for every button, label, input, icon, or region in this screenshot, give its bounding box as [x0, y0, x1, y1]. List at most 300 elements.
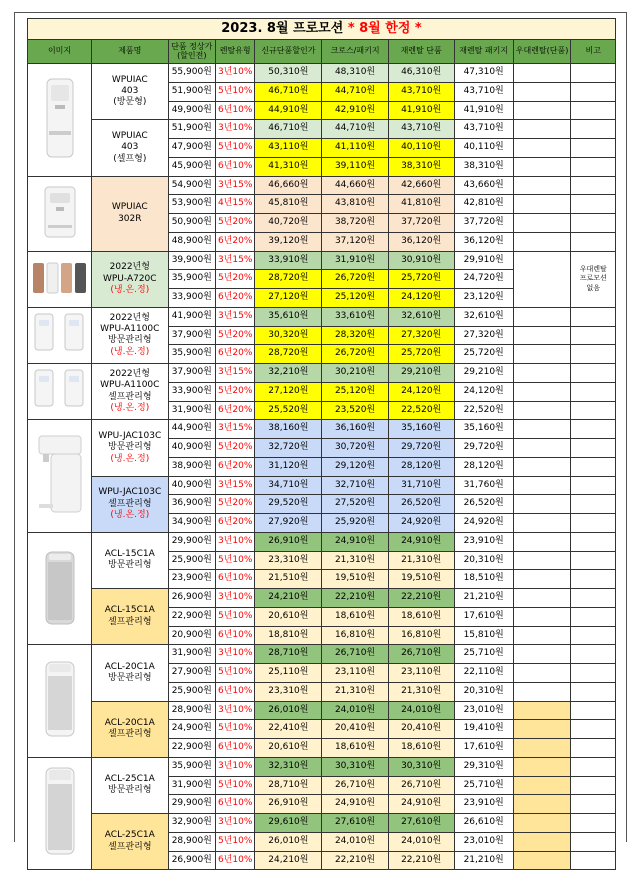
preferred-rental-cell	[513, 82, 571, 101]
note-line: 우대렌탈	[579, 264, 607, 273]
list-price: 22,900원	[168, 607, 216, 626]
cross-package-price: 32,710원	[322, 476, 388, 495]
list-price: 50,900원	[168, 214, 216, 233]
rerental-package-price: 29,310원	[454, 757, 513, 776]
list-price: 31,900원	[168, 645, 216, 664]
rental-type: 6년10%	[216, 851, 255, 870]
note-cell	[571, 476, 616, 495]
cross-package-price: 41,110원	[322, 139, 388, 158]
rerental-package-price: 15,810원	[454, 626, 513, 645]
product-name-cell	[92, 420, 168, 476]
list-price: 26,900원	[168, 589, 216, 608]
rerental-single-price: 22,210원	[388, 851, 454, 870]
air-purifier-gray-icon	[28, 544, 91, 633]
product-image-cell	[28, 64, 92, 177]
rerental-single-price: 22,210원	[388, 589, 454, 608]
cross-package-price: 44,710원	[322, 82, 388, 101]
rerental-single-price: 18,610원	[388, 607, 454, 626]
preferred-rental-cell	[513, 195, 571, 214]
water-purifier-tall-icon	[28, 75, 91, 164]
rerental-package-price: 17,610원	[454, 739, 513, 758]
rental-type: 5년10%	[216, 776, 255, 795]
preferred-rental-cell	[513, 476, 571, 495]
cross-package-price: 19,510원	[322, 570, 388, 589]
product-name-line: 403	[121, 142, 139, 153]
preferred-rental-cell	[513, 232, 571, 251]
product-name-line: WPU-JAC103C	[98, 431, 162, 441]
product-name-line: ACL-20C1A	[104, 661, 155, 672]
list-price: 27,900원	[168, 664, 216, 683]
cross-package-price: 26,710원	[322, 645, 388, 664]
rerental-single-price: 28,120원	[388, 457, 454, 476]
note-cell	[571, 607, 616, 626]
product-name-line: 2022년형	[109, 262, 150, 273]
list-price: 38,900원	[168, 457, 216, 476]
product-name-line: 2022년형	[109, 312, 150, 323]
rerental-single-price: 24,010원	[388, 701, 454, 720]
preferred-rental-cell	[513, 439, 571, 458]
page-frame-top	[14, 12, 626, 13]
cross-package-price: 39,110원	[322, 157, 388, 176]
rental-type: 6년10%	[216, 626, 255, 645]
note-cell	[571, 645, 616, 664]
new-price: 41,310원	[255, 157, 322, 176]
product-image-cell	[28, 176, 92, 251]
rental-type: 5년20%	[216, 270, 255, 289]
new-price: 46,660원	[255, 176, 322, 195]
water-purifier-slim-icon	[28, 310, 91, 361]
rental-type: 3년15%	[216, 251, 255, 270]
preferred-rental-cell	[513, 739, 571, 758]
rerental-package-price: 18,510원	[454, 570, 513, 589]
preferred-rental-cell	[513, 776, 571, 795]
rental-type: 5년20%	[216, 439, 255, 458]
product-name-line: 방문관리형	[108, 560, 152, 571]
rental-type: 5년20%	[216, 214, 255, 233]
rental-type: 3년10%	[216, 757, 255, 776]
list-price: 37,900원	[168, 364, 216, 383]
new-price: 26,010원	[255, 701, 322, 720]
cross-package-price: 25,120원	[322, 289, 388, 308]
rental-type: 3년10%	[216, 814, 255, 833]
rerental-single-price: 21,310원	[388, 551, 454, 570]
rerental-package-price: 25,710원	[454, 776, 513, 795]
note-cell	[571, 345, 616, 364]
preferred-rental-cell	[513, 795, 571, 814]
rental-type: 5년10%	[216, 832, 255, 851]
preferred-rental-cell	[513, 120, 571, 139]
note-cell	[571, 701, 616, 720]
rerental-single-price: 24,920원	[388, 514, 454, 533]
note-cell	[571, 457, 616, 476]
product-type-note: (냉.온.정)	[110, 402, 150, 413]
rental-type: 6년20%	[216, 514, 255, 533]
preferred-rental-cell	[513, 457, 571, 476]
rerental-package-price: 17,610원	[454, 607, 513, 626]
product-image-cell	[28, 532, 92, 645]
product-name-line: 방문관리형	[108, 672, 152, 683]
rerental-package-price: 32,610원	[454, 307, 513, 326]
rerental-package-price: 43,710원	[454, 120, 513, 139]
rerental-single-price: 18,610원	[388, 739, 454, 758]
product-name-line: (셀프형)	[113, 153, 147, 164]
page-frame-left	[14, 12, 15, 842]
list-price: 26,900원	[168, 851, 216, 870]
note-cell	[571, 570, 616, 589]
note-cell	[571, 720, 616, 739]
product-name-line: 302R	[118, 213, 142, 224]
list-price: 28,900원	[168, 832, 216, 851]
preferred-rental-cell	[513, 420, 571, 439]
list-price: 35,900원	[168, 345, 216, 364]
new-price: 43,110원	[255, 139, 322, 158]
rerental-single-price: 20,410원	[388, 720, 454, 739]
rerental-package-price: 20,310원	[454, 551, 513, 570]
rental-type: 5년20%	[216, 382, 255, 401]
note-cell	[571, 307, 616, 326]
rerental-single-price: 29,210원	[388, 364, 454, 383]
product-name-cell	[92, 120, 168, 176]
new-price: 29,520원	[255, 495, 322, 514]
table-row	[28, 476, 616, 495]
product-type-note: (냉.온.정)	[110, 346, 150, 357]
list-price: 53,900원	[168, 195, 216, 214]
new-price: 45,810원	[255, 195, 322, 214]
rerental-single-price: 27,610원	[388, 814, 454, 833]
rerental-package-price: 35,160원	[454, 420, 513, 439]
col-header-rerental-package: 재렌탈 패키지	[454, 40, 513, 64]
rerental-single-price: 43,710원	[388, 82, 454, 101]
list-price: 25,900원	[168, 682, 216, 701]
new-price: 27,120원	[255, 382, 322, 401]
list-price: 45,900원	[168, 157, 216, 176]
list-price: 55,900원	[168, 64, 216, 83]
list-price: 24,900원	[168, 720, 216, 739]
rerental-package-price: 42,810원	[454, 195, 513, 214]
preferred-rental-cell	[513, 814, 571, 833]
table-row	[28, 64, 616, 83]
note-cell	[571, 176, 616, 195]
list-price: 49,900원	[168, 101, 216, 120]
col-header-rental-type: 렌탈유형	[216, 40, 255, 64]
product-name-line: 셀프관리형	[108, 616, 152, 627]
product-name-cell	[92, 532, 168, 588]
note-cell	[571, 214, 616, 233]
rerental-single-price: 24,010원	[388, 832, 454, 851]
product-name-line: 방문관리형	[108, 335, 152, 346]
product-name-line: WPU-JAC103C	[98, 487, 162, 498]
note-cell	[571, 551, 616, 570]
list-price: 31,900원	[168, 776, 216, 795]
promotion-price-table	[27, 18, 616, 870]
rerental-single-price: 24,910원	[388, 532, 454, 551]
new-price: 33,910원	[255, 251, 322, 270]
note-cell	[571, 382, 616, 401]
new-price: 35,610원	[255, 307, 322, 326]
col-header-product: 제품명	[92, 40, 168, 64]
rerental-package-price: 21,210원	[454, 851, 513, 870]
note-cell	[571, 795, 616, 814]
note-cell	[571, 139, 616, 158]
rental-type: 6년20%	[216, 232, 255, 251]
product-name-cell	[92, 307, 168, 363]
rerental-single-price: 23,110원	[388, 664, 454, 683]
note-cell	[571, 739, 616, 758]
preferred-rental-cell	[513, 345, 571, 364]
rental-type: 6년10%	[216, 739, 255, 758]
product-image-cell	[28, 307, 92, 363]
cross-package-price: 26,720원	[322, 345, 388, 364]
new-price: 31,120원	[255, 457, 322, 476]
rental-type: 3년10%	[216, 120, 255, 139]
rerental-package-price: 43,660원	[454, 176, 513, 195]
cross-package-price: 24,910원	[322, 532, 388, 551]
cross-package-price: 33,610원	[322, 307, 388, 326]
list-price: 40,900원	[168, 439, 216, 458]
product-name-line: WPU-A720C	[102, 273, 157, 284]
sheet-title	[28, 19, 616, 40]
new-price: 28,710원	[255, 776, 322, 795]
cross-package-price: 29,120원	[322, 457, 388, 476]
water-purifier-compact-icon	[28, 181, 91, 246]
preferred-rental-cell	[513, 176, 571, 195]
col-header-list-price: 단품 정상가 (할인전)	[168, 40, 216, 64]
table-row	[28, 420, 616, 439]
new-price: 27,120원	[255, 289, 322, 308]
rerental-single-price: 35,160원	[388, 420, 454, 439]
table-row	[28, 589, 616, 608]
rerental-single-price: 19,510원	[388, 570, 454, 589]
preferred-rental-cell	[513, 495, 571, 514]
new-price: 28,720원	[255, 270, 322, 289]
product-name-line: 셀프관리형	[108, 729, 152, 740]
cross-package-price: 20,410원	[322, 720, 388, 739]
preferred-rental-cell	[513, 307, 571, 326]
new-price: 39,120원	[255, 232, 322, 251]
cross-package-price: 37,120원	[322, 232, 388, 251]
cross-package-price: 30,210원	[322, 364, 388, 383]
note-cell	[571, 364, 616, 383]
rerental-package-price: 26,520원	[454, 495, 513, 514]
rental-type: 5년10%	[216, 720, 255, 739]
rerental-package-price: 25,720원	[454, 345, 513, 364]
cross-package-price: 36,160원	[322, 420, 388, 439]
page-frame-right	[626, 12, 627, 842]
product-name-cell	[92, 251, 168, 307]
list-price: 28,900원	[168, 701, 216, 720]
note-cell	[571, 851, 616, 870]
rerental-single-price: 16,810원	[388, 626, 454, 645]
list-price: 25,900원	[168, 551, 216, 570]
new-price: 25,520원	[255, 401, 322, 420]
product-name-line: 셀프관리형	[108, 391, 152, 402]
rerental-package-price: 28,120원	[454, 457, 513, 476]
new-price: 20,610원	[255, 607, 322, 626]
product-name-line: WPU-A1100C	[100, 324, 160, 335]
new-price: 50,310원	[255, 64, 322, 83]
cross-package-price: 30,310원	[322, 757, 388, 776]
cross-package-price: 23,520원	[322, 401, 388, 420]
list-price: 20,900원	[168, 626, 216, 645]
cross-package-price: 42,910원	[322, 101, 388, 120]
rerental-single-price: 29,720원	[388, 439, 454, 458]
rerental-package-price: 26,610원	[454, 814, 513, 833]
rental-type: 5년20%	[216, 495, 255, 514]
rerental-single-price: 25,720원	[388, 270, 454, 289]
rerental-package-price: 20,310원	[454, 682, 513, 701]
preferred-rental-cell	[513, 589, 571, 608]
new-price: 38,160원	[255, 420, 322, 439]
table-row	[28, 701, 616, 720]
water-purifier-color-lineup-icon	[28, 257, 91, 300]
note-cell	[571, 814, 616, 833]
rerental-package-price: 29,910원	[454, 251, 513, 270]
preferred-rental-cell	[513, 64, 571, 83]
product-name-cell	[92, 757, 168, 813]
table-row	[28, 814, 616, 833]
product-name-line: ACL-25C1A	[104, 774, 155, 785]
preferred-rental-cell	[513, 251, 571, 307]
col-header-rerental-single: 재렌탈 단품	[388, 40, 454, 64]
product-name-line: ACL-15C1A	[104, 605, 155, 616]
list-price: 40,900원	[168, 476, 216, 495]
note-cell	[571, 82, 616, 101]
note-cell	[571, 232, 616, 251]
rerental-package-price: 22,520원	[454, 401, 513, 420]
new-price: 34,710원	[255, 476, 322, 495]
rerental-package-price: 38,310원	[454, 157, 513, 176]
rerental-package-price: 41,910원	[454, 101, 513, 120]
cross-package-price: 48,310원	[322, 64, 388, 83]
water-purifier-counter-icon	[28, 426, 91, 525]
product-name-line: (방문형)	[113, 97, 147, 108]
preferred-rental-cell	[513, 664, 571, 683]
product-image-cell	[28, 364, 92, 420]
note-cell	[571, 326, 616, 345]
rental-type: 5년10%	[216, 82, 255, 101]
cross-package-price: 27,520원	[322, 495, 388, 514]
note-cell	[571, 439, 616, 458]
cross-package-price: 26,710원	[322, 776, 388, 795]
rerental-single-price: 41,910원	[388, 101, 454, 120]
list-price: 48,900원	[168, 232, 216, 251]
list-price: 51,900원	[168, 120, 216, 139]
list-price: 33,900원	[168, 382, 216, 401]
cross-package-price: 22,210원	[322, 589, 388, 608]
rental-type: 6년10%	[216, 157, 255, 176]
rental-type: 5년20%	[216, 326, 255, 345]
product-image-cell	[28, 645, 92, 758]
preferred-rental-cell	[513, 382, 571, 401]
new-price: 18,810원	[255, 626, 322, 645]
note-cell	[571, 682, 616, 701]
note-cell	[571, 157, 616, 176]
new-price: 23,310원	[255, 551, 322, 570]
rerental-package-price: 31,760원	[454, 476, 513, 495]
table-row	[28, 364, 616, 383]
rerental-single-price: 24,120원	[388, 289, 454, 308]
rental-type: 3년15%	[216, 420, 255, 439]
note-cell	[571, 420, 616, 439]
rental-type: 3년15%	[216, 476, 255, 495]
product-type-note: (냉.온.정)	[110, 453, 150, 464]
table-row	[28, 176, 616, 195]
new-price: 44,910원	[255, 101, 322, 120]
rerental-package-price: 23,120원	[454, 289, 513, 308]
rental-type: 6년10%	[216, 682, 255, 701]
rerental-single-price: 27,320원	[388, 326, 454, 345]
list-price: 33,900원	[168, 289, 216, 308]
rerental-single-price: 46,310원	[388, 64, 454, 83]
note-cell	[571, 514, 616, 533]
new-price: 20,610원	[255, 739, 322, 758]
product-name-line: 403	[121, 86, 139, 96]
table-row	[28, 532, 616, 551]
rerental-single-price: 40,110원	[388, 139, 454, 158]
note-cell	[571, 64, 616, 83]
cross-package-price: 31,910원	[322, 251, 388, 270]
rerental-package-price: 36,120원	[454, 232, 513, 251]
product-name-line: WPUIAC	[111, 131, 148, 141]
list-price: 29,900원	[168, 795, 216, 814]
product-name-cell	[92, 176, 168, 251]
new-price: 46,710원	[255, 82, 322, 101]
note-cell	[571, 589, 616, 608]
rerental-package-price: 23,010원	[454, 701, 513, 720]
preferred-rental-cell	[513, 364, 571, 383]
rerental-package-price: 21,210원	[454, 589, 513, 608]
product-name-line: 방문관리형	[108, 785, 152, 796]
list-price: 22,900원	[168, 739, 216, 758]
new-price: 26,910원	[255, 532, 322, 551]
product-name-cell	[92, 64, 168, 120]
preferred-rental-cell	[513, 514, 571, 533]
new-price: 29,610원	[255, 814, 322, 833]
rerental-single-price: 26,710원	[388, 776, 454, 795]
note-line: 없음	[586, 283, 600, 292]
air-purifier-white-icon	[28, 656, 91, 745]
list-price: 37,900원	[168, 326, 216, 345]
rental-type: 3년15%	[216, 364, 255, 383]
preferred-rental-cell	[513, 851, 571, 870]
note-cell	[571, 776, 616, 795]
new-price: 28,710원	[255, 645, 322, 664]
rental-type: 3년10%	[216, 701, 255, 720]
list-price: 35,900원	[168, 757, 216, 776]
rerental-package-price: 25,710원	[454, 645, 513, 664]
rerental-package-price: 23,910원	[454, 795, 513, 814]
new-price: 24,210원	[255, 589, 322, 608]
new-price: 26,010원	[255, 832, 322, 851]
new-price: 22,410원	[255, 720, 322, 739]
list-price: 34,900원	[168, 514, 216, 533]
rental-type: 5년10%	[216, 551, 255, 570]
cross-package-price: 23,110원	[322, 664, 388, 683]
preferred-rental-cell	[513, 139, 571, 158]
cross-package-price: 21,310원	[322, 682, 388, 701]
cross-package-price: 44,710원	[322, 120, 388, 139]
cross-package-price: 44,660원	[322, 176, 388, 195]
rerental-single-price: 24,120원	[388, 382, 454, 401]
list-price: 35,900원	[168, 270, 216, 289]
new-price: 28,720원	[255, 345, 322, 364]
note-cell	[571, 101, 616, 120]
cross-package-price: 24,910원	[322, 795, 388, 814]
rerental-package-price: 47,310원	[454, 64, 513, 83]
list-price: 23,900원	[168, 570, 216, 589]
col-header-note: 비고	[571, 40, 616, 64]
rerental-package-price: 29,210원	[454, 364, 513, 383]
